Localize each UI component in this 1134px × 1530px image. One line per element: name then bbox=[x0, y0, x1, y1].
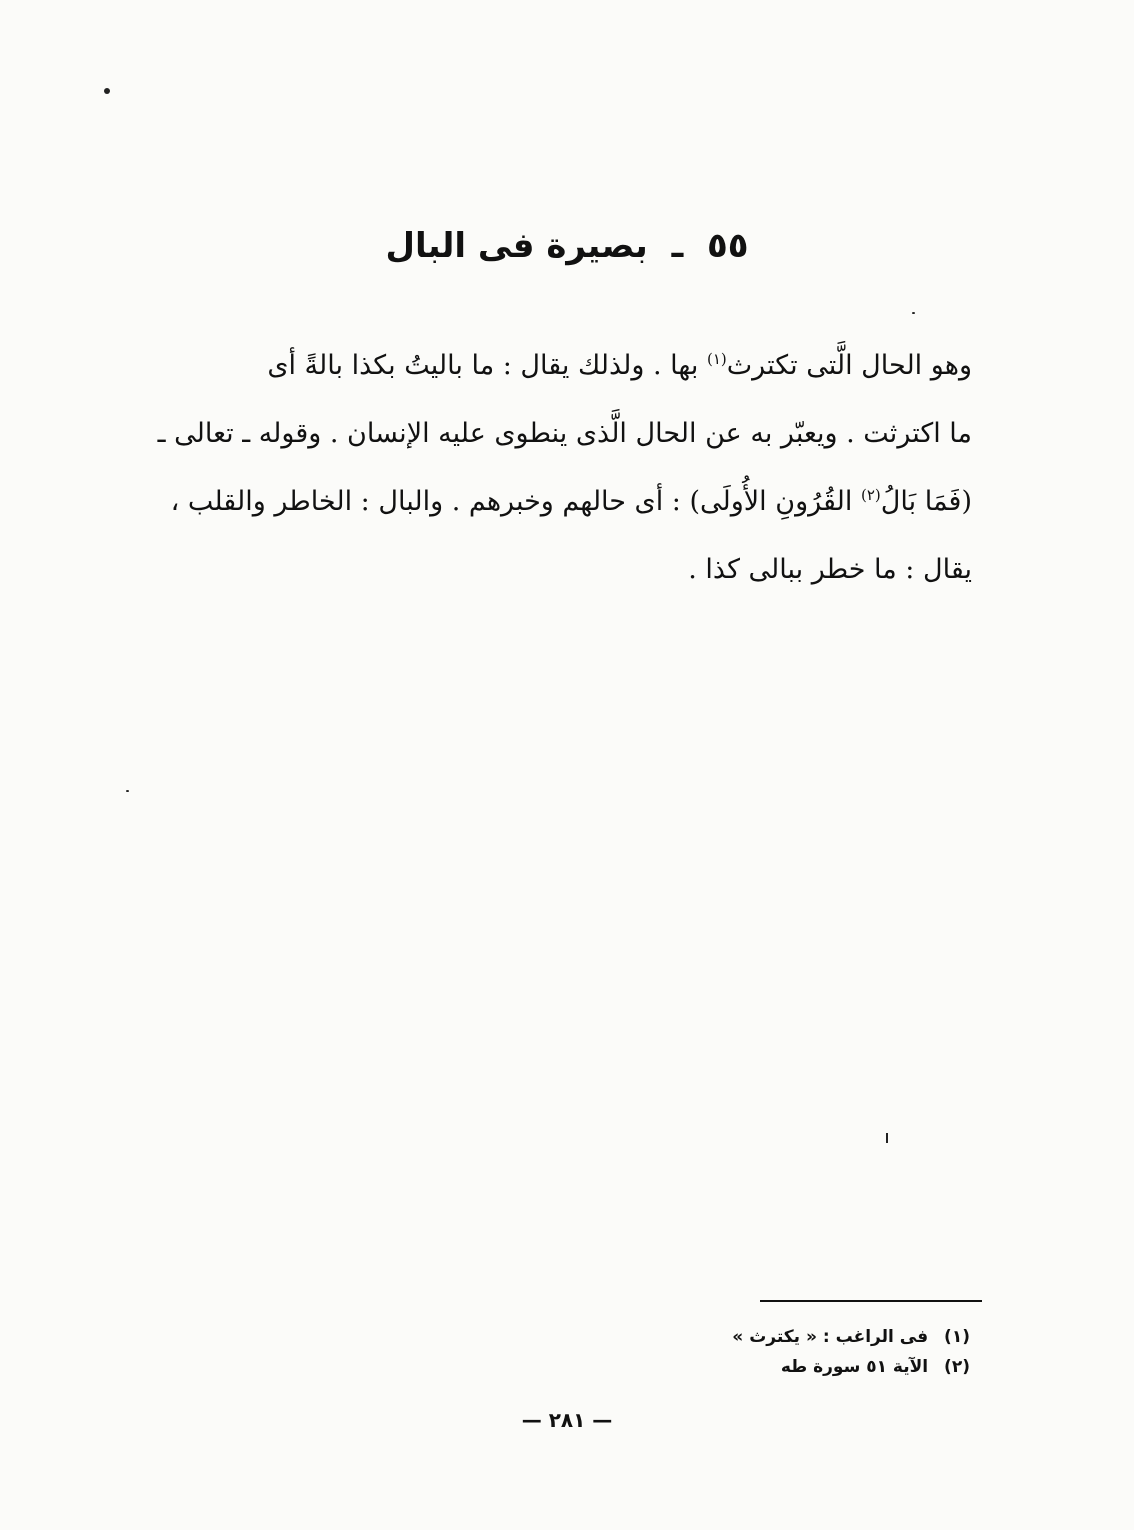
footnotes bbox=[600, 1322, 970, 1382]
page-number: — ٢٨١ — bbox=[521, 1408, 613, 1432]
footnote-ref-1: (١) bbox=[706, 350, 727, 368]
scan-speck bbox=[912, 312, 915, 314]
footnote-number: (٢) bbox=[944, 1357, 970, 1377]
section-number: ٥٥ bbox=[707, 226, 749, 266]
footnote-rule bbox=[760, 1300, 982, 1302]
text-segment: بها . ولذلك يقال : ما باليتُ بكذا بالةً أى bbox=[267, 350, 699, 381]
footnote-text: الآية ٥١ سورة طه bbox=[780, 1357, 929, 1377]
footnote-number: (١) bbox=[944, 1327, 970, 1347]
scan-speck bbox=[886, 1133, 888, 1143]
text-segment: القُرُونِ الأُولَى) : أى حالهم وخبرهم . والبال : الخاطر والقلب ، bbox=[170, 486, 853, 517]
footnote-2 bbox=[600, 1352, 970, 1382]
footnote-ref-2: (٢) bbox=[861, 486, 881, 504]
heading-dash: ـ bbox=[671, 226, 684, 266]
section-heading bbox=[0, 226, 1134, 266]
text-line-2: ما اكترثت . ويعبّر به عن الحال الَّذى ينطوى عليه الإنسان . وقوله ـ تعالى ـ bbox=[157, 418, 972, 449]
section-title: بصيرة فى البال bbox=[385, 226, 648, 266]
text-line-3 bbox=[132, 468, 972, 536]
scan-speck bbox=[104, 88, 110, 94]
body-paragraph bbox=[132, 332, 972, 604]
footnote-1 bbox=[600, 1322, 970, 1352]
scan-speck bbox=[126, 790, 129, 792]
text-line-4: يقال : ما خطر ببالى كذا . bbox=[688, 554, 972, 585]
text-segment: (فَمَا بَالُ bbox=[880, 486, 972, 517]
text-line-1 bbox=[132, 332, 972, 400]
text-segment: وهو الحال الَّتى تكترث bbox=[726, 350, 972, 381]
footnote-text: فى الراغب : « يكترث » bbox=[732, 1327, 929, 1347]
